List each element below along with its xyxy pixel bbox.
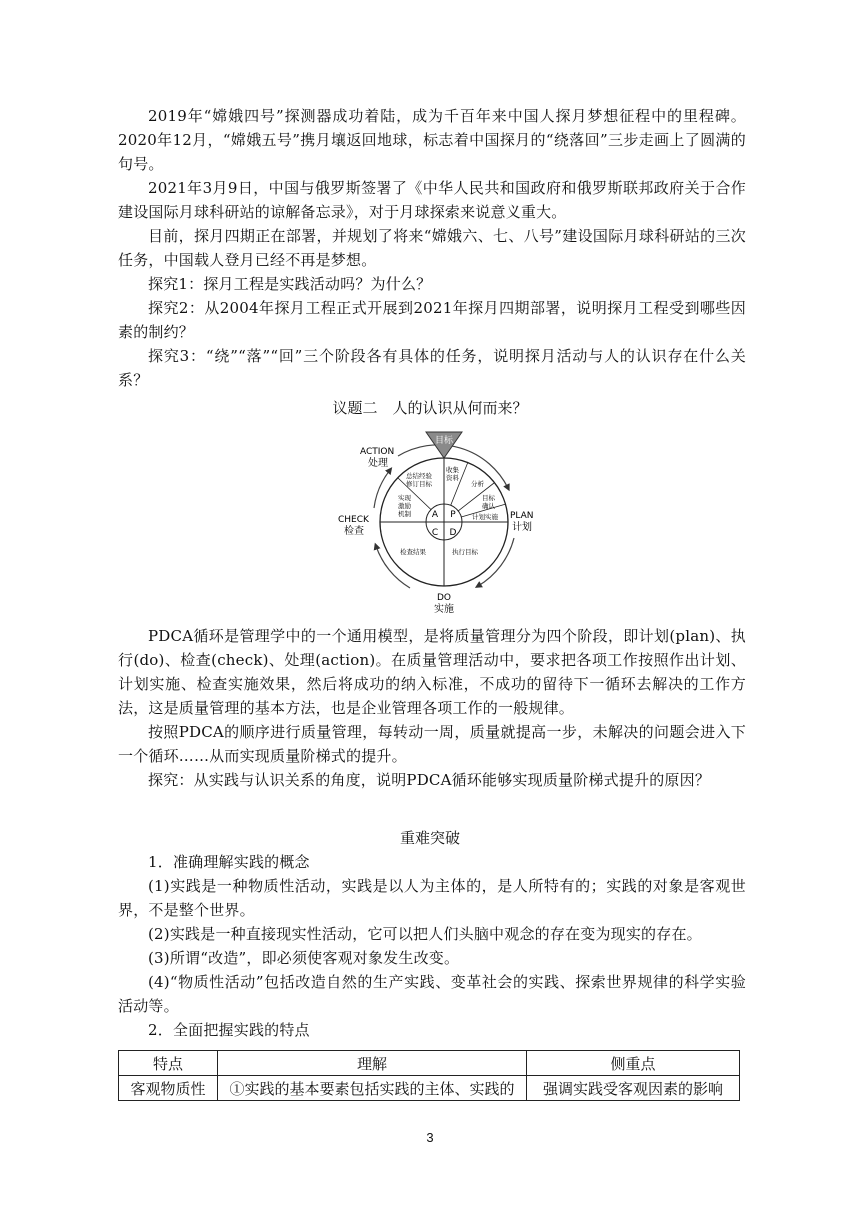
quadrant-a: A — [431, 510, 439, 520]
key-point-3: (3)所谓“改造”，即必须使客观对象发生改变。 — [148, 949, 460, 967]
paragraph-pdca-definition: PDCA循环是管理学中的一个通用模型，是将质量管理分为四个阶段，即计划(plan)、执行(do)、检查(check)、处理(action)。在质量管理活动中，要求把各项工作按照作出计划、计划实施、检查实施效果，然后将成功的纳入标准，不成功的留待下一循环去解决的工作方法，这是质量管理的基本方法，也是企业管理各项工作的一般规律。 — [118, 627, 746, 717]
seg-execute-goal: 执行目标 — [452, 548, 478, 556]
table-cell-focus: 强调实践受客观因素的影响 — [527, 1076, 740, 1101]
question-3: 探究3：“绕”“落”“回”三个阶段各有具体的任务，说明探月活动与人的认识存在什么关系？ — [118, 347, 746, 389]
question-pdca: 探究：从实践与认识关系的角度，说明PDCA循环能够实现质量阶梯式提升的原因？ — [148, 771, 711, 789]
section-title: 重难突破 — [399, 829, 460, 847]
do-en-label: DO — [436, 593, 452, 603]
pdca-section — [118, 624, 746, 792]
paragraph-pdca-order: 按照PDCA的顺序进行质量管理，每转动一周，质量就提高一步，未解决的问题会进入下一个循环……从而实现质量阶梯式的提升。 — [118, 723, 746, 765]
key-point-2: (2)实践是一种直接现实性活动，它可以把人们头脑中观念的存在变为现实的存在。 — [148, 925, 702, 943]
seg-analyze: 分析 — [471, 480, 484, 488]
action-en-label: ACTION — [360, 447, 395, 457]
key-point-4: (4)“物质性活动”包括改造自然的生产实践、变革社会的实践、探索世界规律的科学实验活动等。 — [118, 973, 746, 1015]
seg-plan-impl: 计划实施 — [472, 513, 498, 521]
seg-summary-2: 修订目标 — [406, 480, 432, 488]
seg-reward-1: 实现 — [398, 494, 411, 502]
seg-summary-1: 总结经验 — [406, 472, 432, 480]
table-cell-feature: 客观物质性 — [119, 1076, 218, 1101]
table-header-understanding: 理解 — [218, 1051, 527, 1076]
key-point-1: (1)实践是一种物质性活动，实践是以人为主体的，是人所特有的；实践的对象是客观世界，不是整个世界。 — [118, 877, 746, 919]
paragraph-agreement: 2021年3月9日，中国与俄罗斯签署了《中华人民共和国政府和俄罗斯联邦政府关于合作建设国际月球科研站的谅解备忘录》，对于月球探索来说意义重大。 — [118, 179, 746, 221]
plan-en-label: PLAN — [510, 511, 534, 521]
key-point-heading-2: 2．全面把握实践的特点 — [148, 1021, 310, 1039]
paragraph-chang-e-4: 2019年“嫦娥四号”探测器成功着陆，成为千百年来中国人探月梦想征程中的里程碑。2020年12月，“嫦娥五号”携月壤返回地球，标志着中国探月的“绕落回”三步走画上了圆满的句号。 — [118, 107, 746, 173]
seg-collect-2: 资料 — [446, 474, 459, 482]
seg-check-result: 检查结果 — [400, 548, 426, 556]
pdca-diagram — [338, 428, 550, 618]
question-2: 探究2：从2004年探月工程正式开展到2021年探月四期部署，说明探月工程受到哪些因素的制约？ — [118, 299, 746, 341]
check-cn-label: 检查 — [344, 526, 364, 537]
seg-collect-1: 收集 — [446, 466, 459, 474]
check-en-label: CHECK — [338, 515, 369, 525]
seg-reward-2: 激励 — [398, 502, 411, 510]
goal-label: 目标 — [434, 436, 454, 446]
plan-cn-label: 计划 — [512, 522, 532, 533]
quadrant-p: P — [450, 510, 456, 520]
seg-confirm-2: 确认 — [482, 502, 495, 510]
quadrant-d: D — [449, 528, 457, 538]
question-1: 探究1：探月工程是实践活动吗？为什么？ — [148, 275, 432, 293]
practice-features-table — [118, 1050, 740, 1101]
paragraph-phase-four: 目前，探月四期正在部署，并规划了将来“嫦娥六、七、八号”建设国际月球科研站的三次任务，中国载人登月已经不再是梦想。 — [118, 227, 746, 269]
do-cn-label: 实施 — [434, 604, 454, 615]
seg-reward-3: 机制 — [398, 510, 411, 518]
seg-confirm-1: 目标 — [482, 494, 495, 502]
quadrant-c: C — [431, 528, 439, 538]
table-header-feature: 特点 — [119, 1051, 218, 1076]
action-cn-label: 处理 — [368, 458, 388, 469]
intro-section — [118, 104, 746, 392]
topic-title: 议题二 人的认识从何而来？ — [332, 399, 528, 417]
page-number: 3 — [426, 1130, 434, 1145]
table-cell-understanding: ①实践的基本要素包括实践的主体、实践的 — [218, 1076, 527, 1101]
key-points-section — [118, 850, 746, 1042]
table-row — [119, 1076, 740, 1101]
table-header-focus: 侧重点 — [527, 1051, 740, 1076]
key-point-heading-1: 1．准确理解实践的概念 — [148, 853, 310, 871]
pdca-cycle-figure — [338, 428, 550, 618]
table-header-row — [119, 1051, 740, 1076]
